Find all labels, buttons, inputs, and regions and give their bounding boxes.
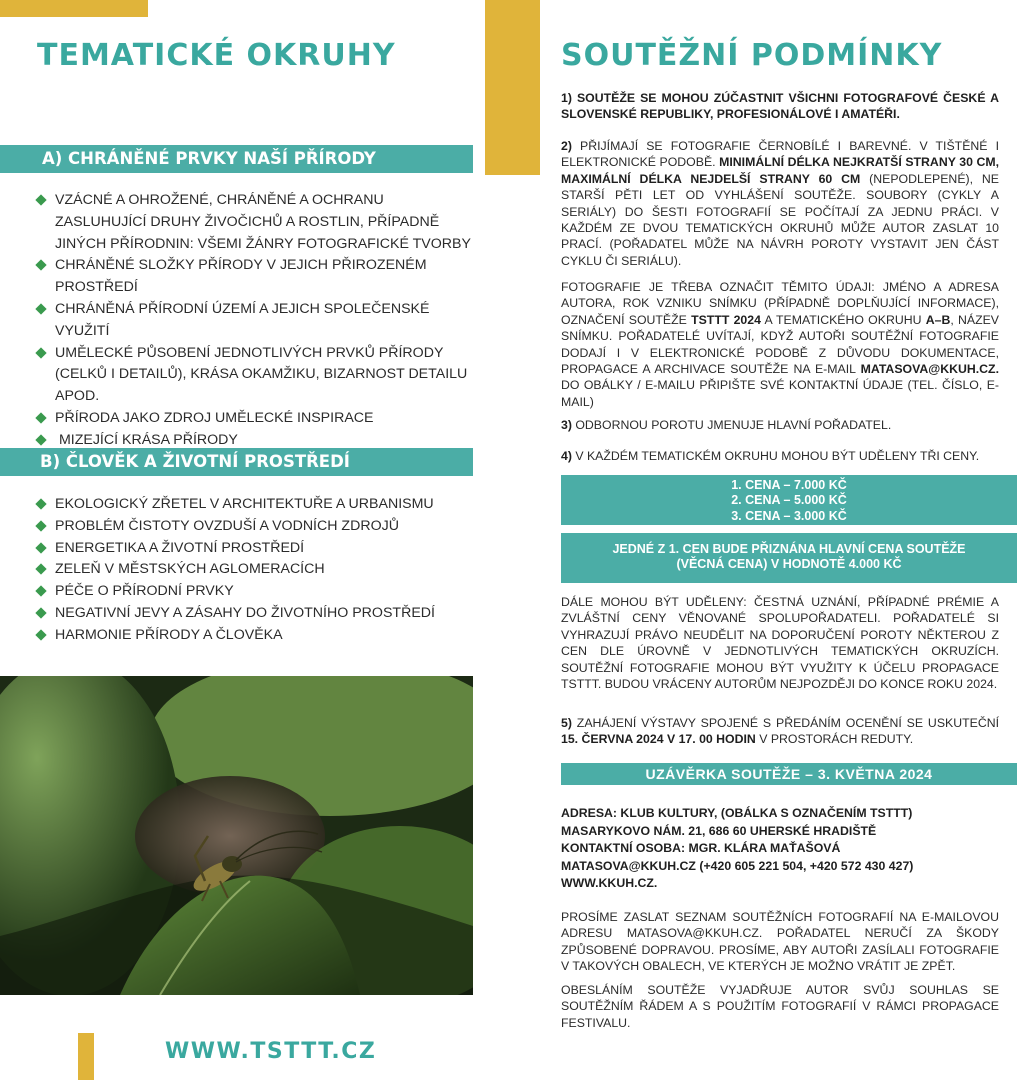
list-item: NEGATIVNÍ JEVY A ZÁSAHY DO ŽIVOTNÍHO PROSTŘEDÍ <box>37 603 477 625</box>
contact-email[interactable]: MATASOVA@KKUH.CZ <box>561 858 696 873</box>
consent-note: OBESLÁNÍM SOUTĚŽE VYJADŘUJE AUTOR SVŮJ SOUHLAS SE SOUTĚŽNÍM ŘÁDEM A S POUŽITÍM FOTOGRAFIÍ V RÁMCI PROPAGACE FESTIVALU. <box>561 983 999 1030</box>
photo-labeling-paragraph: FOTOGRAFIE JE TŘEBA OZNAČIT TĚMITO ÚDAJI: JMÉNO A ADRESA AUTORA, ROK VZNIKU SNÍMKU (PŘÍPADNĚ DOPLŇUJÍCÍ INFORMACE), OZNAČENÍ SOUTĚŽE TSTTT 2024 A TEMATICKÉHO OKRUHU A–B, NÁZEV SNÍMKU. POŘADATELÉ UVÍTAJÍ, KDYŽ AUTOŘI SOUTĚŽNÍ FOTOGRAFIE DODAJÍ I V ELEKTRONICKÉ PODOBĚ Z DŮVODU DOKUMENTACE, PROPAGACE A ARCHIVACE SOUTĚŽE NA E-MAIL MATASOVA@KKUH.CZ. DO OBÁLKY / E-MAILU PŘIPIŠTE SVÉ KONTAKTNÍ ÚDAJE (TEL. ČÍSLO, E-MAIL) <box>561 280 999 409</box>
gold-bar-top-left <box>0 0 148 17</box>
additional-awards-paragraph: DÁLE MOHOU BÝT UDĚLENY: ČESTNÁ UZNÁNÍ, PŘÍPADNÉ PRÉMIE A ZVLÁŠTNÍ CENY VĚNOVANÉ SPOLUPOŘADATELI. POŘADATELÉ SI VYHRAZUJÍ PRÁVO NEUDĚLIT NA DOPORUČENÍ POROTY NĚKTEROU Z CEN DLE ÚROVNĚ V JEDNOTLIVÝCH TEMATICKÝCH OKRUZÍCH. SOUTĚŽNÍ FOTOGRAFIE MOHOU BÝT VYUŽITY K ÚČELU PROPAGACE TSTTT. BUDOU VRÁCENY AUTORŮM NEJPOZDĚJI DO KONCE ROKU 2024. <box>561 595 999 692</box>
list-item: ENERGETIKA A ŽIVOTNÍ PROSTŘEDÍ <box>37 538 477 560</box>
condition-4: 4) V KAŽDÉM TEMATICKÉM OKRUHU MOHOU BÝT UDĚLENY TŘI CENY. <box>561 449 980 463</box>
list-item: PROBLÉM ČISTOTY OVZDUŠÍ A VODNÍCH ZDROJŮ <box>37 516 477 538</box>
diamond-bullet-icon <box>35 434 46 445</box>
deadline-band: UZÁVĚRKA SOUTĚŽE – 3. KVĚTNA 2024 <box>561 763 1017 785</box>
diamond-bullet-icon <box>35 542 46 553</box>
diamond-bullet-icon <box>35 260 46 271</box>
diamond-bullet-icon <box>35 347 46 358</box>
diamond-bullet-icon <box>35 194 46 205</box>
address-block: ADRESA: KLUB KULTURY, (OBÁLKA S OZNAČENÍM TSTTT) MASARYKOVO NÁM. 21, 686 60 UHERSKÉ HRADIŠTĚ KONTAKTNÍ OSOBA: MGR. KLÁRA MAŤAŠOVÁ MATASOVA@KKUH.CZ (+420 605 221 504, +420 572 430 427) WWW.KKUH.CZ. <box>561 805 999 893</box>
diamond-bullet-icon <box>35 564 46 575</box>
diamond-bullet-icon <box>35 412 46 423</box>
diamond-bullet-icon <box>35 629 46 640</box>
diamond-bullet-icon <box>35 520 46 531</box>
condition-2: 2) PŘIJÍMAJÍ SE FOTOGRAFIE ČERNOBÍLÉ I BAREVNÉ. V TIŠTĚNÉ I ELEKTRONICKÉ PODOBĚ. MINIMÁLNÍ DÉLKA NEJKRATŠÍ STRANY 30 CM, MAXIMÁLNÍ DÉLKA NEJDELŠÍ STRANY 60 CM (NEPODLEPENÉ), NE STARŠÍ PĚTI LET OD VYHLÁŠENÍ SOUTĚŽE. SOUBORY (CYKLY A SERIÁLY) DO ŠESTI FOTOGRAFIÍ SE POČÍTAJÍ ZA JEDNU PRÁCI. V KAŽDÉM ZE DVOU TEMATICKÝCH OKRUHŮ MŮŽE AUTOR ZASLAT 10 PRACÍ. (POŘADATEL MŮŽE NA NÁVRH POROTY VYSTAVIT JEN ČÁST CYKLU ČI SERIÁLU). <box>561 139 999 268</box>
kkuh-website-link[interactable]: WWW.KKUH.CZ. <box>561 876 658 891</box>
list-item: UMĚLECKÉ PŮSOBENÍ JEDNOTLIVÝCH PRVKŮ PŘÍRODY (CELKŮ I DETAILŮ), KRÁSA OKAMŽIKU, BIZARNOST DETAILU APOD. <box>37 343 477 408</box>
cricket-photo <box>0 676 473 995</box>
list-item: ZELEŇ V MĚSTSKÝCH AGLOMERACÍCH <box>37 559 477 581</box>
cricket-photo-illustration <box>0 676 473 995</box>
list-item: MIZEJÍCÍ KRÁSA PŘÍRODY <box>37 430 477 452</box>
condition-5: 5) ZAHÁJENÍ VÝSTAVY SPOJENÉ S PŘEDÁNÍM OCENĚNÍ SE USKUTEČNÍ 15. ČERVNA 2024 V 17. 00 HODIN V PROSTORÁCH REDUTY. <box>561 716 999 747</box>
right-title: SOUTĚŽNÍ PODMÍNKY <box>561 38 943 73</box>
list-item: HARMONIE PŘÍRODY A ČLOVĚKA <box>37 625 477 647</box>
list-item: PŘÍRODA JAKO ZDROJ UMĚLECKÉ INSPIRACE <box>37 408 477 430</box>
main-prize-box: JEDNÉ Z 1. CEN BUDE PŘIZNÁNA HLAVNÍ CENA SOUTĚŽE (VĚCNÁ CENA) V HODNOTĚ 4.000 KČ <box>561 533 1017 583</box>
diamond-bullet-icon <box>35 607 46 618</box>
prize-1: 1. CENA – 7.000 KČ <box>731 478 847 492</box>
list-item: CHRÁNĚNÁ PŘÍRODNÍ ÚZEMÍ A JEJICH SPOLEČENSKÉ VYUŽITÍ <box>37 299 477 343</box>
prizes-box <box>561 475 1017 525</box>
diamond-bullet-icon <box>35 498 46 509</box>
condition-3: 3) ODBORNOU POROTU JMENUJE HLAVNÍ POŘADATEL. <box>561 418 892 432</box>
website-url: WWW.TSTTT.CZ <box>165 1039 377 1064</box>
section-a-list <box>37 190 477 452</box>
section-b-list <box>37 494 477 647</box>
condition-1: 1) SOUTĚŽE SE MOHOU ZÚČASTNIT VŠICHNI FOTOGRAFOVÉ ČESKÉ A SLOVENSKÉ REPUBLIKY, PROFESIONÁLOVÉ I AMATÉŘI. <box>561 91 999 122</box>
list-item: EKOLOGICKÝ ZŘETEL V ARCHITEKTUŘE A URBANISMU <box>37 494 477 516</box>
prize-3: 3. CENA – 3.000 KČ <box>731 508 847 523</box>
shipping-note: PROSÍME ZASLAT SEZNAM SOUTĚŽNÍCH FOTOGRAFIÍ NA E-MAILOVOU ADRESU MATASOVA@KKUH.CZ. POŘADATEL NERUČÍ ZA ŠKODY ZPŮSOBENÉ DOPRAVOU. PROSÍME, ABY AUTOŘI ZASÍLALI FOTOGRAFIE V TAKOVÝCH OBALECH, VE KTERÝCH JE MOŽNO VRÁTIT JE ZPĚT. <box>561 910 999 974</box>
list-item: PÉČE O PŘÍRODNÍ PRVKY <box>37 581 477 603</box>
prize-2: 2. CENA – 5.000 KČ <box>731 493 847 508</box>
diamond-bullet-icon <box>35 586 46 597</box>
list-item: CHRÁNĚNÉ SLOŽKY PŘÍRODY V JEJICH PŘIROZENÉM PROSTŘEDÍ <box>37 255 477 299</box>
list-item: VZÁCNÉ A OHROŽENÉ, CHRÁNĚNÉ A OCHRANU ZASLUHUJÍCÍ DRUHY ŽIVOČICHŮ A ROSTLIN, PŘÍPADNĚ JINÝCH PŘÍRODNIN: VŠEMI ŽÁNRY FOTOGRAFICKÉ TVORBY <box>37 190 477 255</box>
diamond-bullet-icon <box>35 303 46 314</box>
left-title: TEMATICKÉ OKRUHY <box>37 38 396 73</box>
section-a-heading: A) CHRÁNĚNÉ PRVKY NAŠÍ PŘÍRODY <box>0 145 473 173</box>
gold-bar-top-center <box>485 0 540 175</box>
section-b-heading: B) ČLOVĚK A ŽIVOTNÍ PROSTŘEDÍ <box>0 448 473 476</box>
gold-bar-bottom-left <box>78 1033 94 1080</box>
